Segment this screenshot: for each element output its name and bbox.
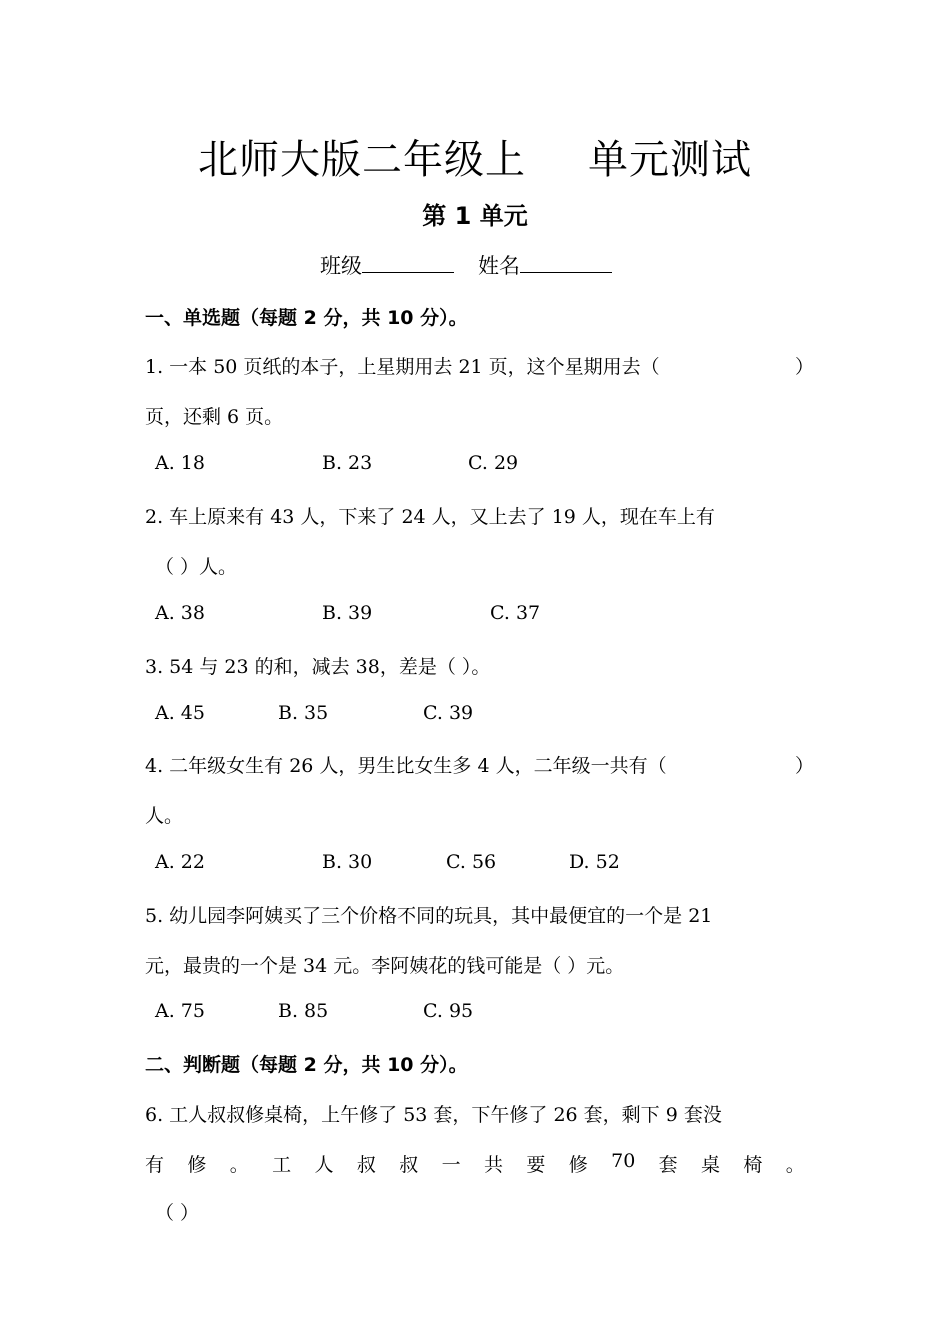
question-6-word: 共: [484, 1154, 504, 1176]
section-heading-single-choice: 一、单选题（每题 2 分，共 10 分）。: [145, 307, 468, 329]
question-6-word: 。: [785, 1154, 805, 1176]
question-6-word: 70: [611, 1150, 636, 1172]
question-6-answer-paren[interactable]: （ ）: [155, 1202, 200, 1224]
question-6-word: 修: [187, 1154, 207, 1176]
question-4-option-c[interactable]: C. 56: [446, 851, 497, 873]
question-4-paren-close: ）: [795, 755, 815, 777]
question-5-options: [0, 1000, 950, 1026]
question-3-options: [0, 702, 950, 728]
question-6-line1: 6. 工人叔叔修桌椅，上午修了 53 套，下午修了 26 套，剩下 9 套没: [145, 1104, 722, 1126]
question-4-line2: 人。: [145, 805, 184, 827]
question-6-word: 套: [658, 1154, 678, 1176]
question-1-line1: 1. 一本 50 页纸的本子，上星期用去 21 页，这个星期用去（: [145, 356, 660, 378]
question-3-line1: 3. 54 与 23 的和，减去 38，差是（ ）。: [145, 656, 491, 678]
page-title: [0, 128, 950, 185]
question-5-option-a[interactable]: A. 75: [155, 1000, 205, 1022]
question-2-option-a[interactable]: A. 38: [155, 602, 205, 624]
question-6-word: 工: [272, 1154, 292, 1176]
question-6-word: 叔: [399, 1154, 419, 1176]
question-2-line1: 2. 车上原来有 43 人，下来了 24 人，又上去了 19 人，现在车上有: [145, 506, 715, 528]
question-5-line1: 5. 幼儿园李阿姨买了三个价格不同的玩具，其中最便宜的一个是 21: [145, 905, 713, 927]
question-2-option-b[interactable]: B. 39: [322, 602, 373, 624]
unit-subtitle: 第 1 单元: [422, 202, 528, 230]
question-6-line2: [145, 1150, 805, 1177]
question-6-word: 人: [314, 1154, 334, 1176]
question-6-word: 要: [526, 1154, 546, 1176]
question-3-option-c[interactable]: C. 39: [423, 702, 474, 724]
question-4-option-d[interactable]: D. 52: [569, 851, 620, 873]
section-heading-true-false: 二、判断题（每题 2 分，共 10 分）。: [145, 1054, 468, 1076]
question-1-option-c[interactable]: C. 29: [468, 452, 519, 474]
question-6-word: 有: [145, 1154, 165, 1176]
question-1-option-b[interactable]: B. 23: [322, 452, 373, 474]
question-4-option-b[interactable]: B. 30: [322, 851, 373, 873]
question-1-options: [0, 452, 950, 478]
name-label: 姓名: [478, 254, 520, 278]
question-3-option-b[interactable]: B. 35: [278, 702, 329, 724]
question-2-options: [0, 602, 950, 628]
question-3-option-a[interactable]: A. 45: [155, 702, 205, 724]
question-6-word: 叔: [356, 1154, 376, 1176]
question-6-word: 。: [229, 1154, 249, 1176]
question-1-line2: 页，还剩 6 页。: [145, 406, 284, 428]
question-5-option-b[interactable]: B. 85: [278, 1000, 329, 1022]
question-1-paren-close: ）: [795, 356, 815, 378]
student-info-line: [320, 250, 612, 280]
question-4-option-a[interactable]: A. 22: [155, 851, 205, 873]
name-blank[interactable]: [520, 252, 612, 273]
question-5-option-c[interactable]: C. 95: [423, 1000, 474, 1022]
question-6-word: 桌: [701, 1154, 721, 1176]
class-blank[interactable]: [362, 252, 454, 273]
question-5-line2: 元，最贵的一个是 34 元。李阿姨花的钱可能是（ ）元。: [145, 955, 625, 977]
title-right: 单元测试: [588, 137, 752, 183]
question-4-options: [0, 851, 950, 877]
title-left: 北师大版二年级上: [198, 137, 526, 183]
question-4-line1: 4. 二年级女生有 26 人，男生比女生多 4 人，二年级一共有（: [145, 755, 667, 777]
question-6-word: 修: [568, 1154, 588, 1176]
class-label: 班级: [320, 254, 362, 278]
question-1-option-a[interactable]: A. 18: [155, 452, 205, 474]
question-6-word: 椅: [743, 1154, 763, 1176]
question-2-line2: （ ）人。: [155, 556, 238, 578]
question-2-option-c[interactable]: C. 37: [490, 602, 541, 624]
question-6-word: 一: [441, 1154, 461, 1176]
